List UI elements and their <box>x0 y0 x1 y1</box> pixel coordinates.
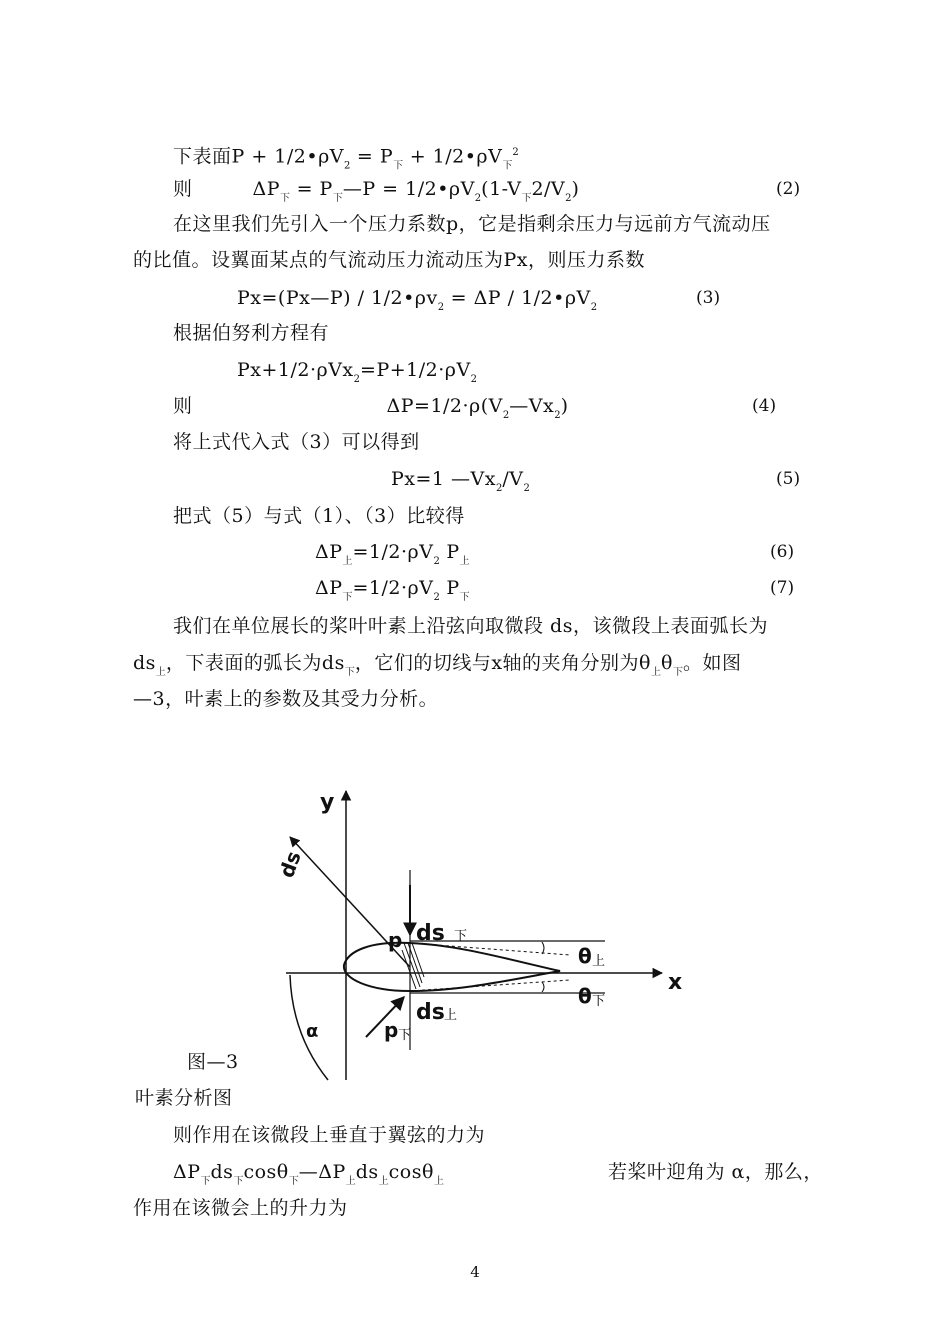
paragraph-line: 作用在该微会上的升力为 <box>133 1197 348 1219</box>
equation-line-1: 下表面$P + 1/2•\rho V_2 = P_下$ + $1/2•\rho V_下^2$ <box>173 145 520 172</box>
page-number: 4 <box>470 1263 480 1281</box>
equation-line-force: $\Delta P_下ds_下\cos\theta_下—\Delta P_上ds_上\cos\theta_上$ <box>173 1161 444 1187</box>
equation-number-6: (6) <box>770 542 795 562</box>
paragraph-line: 若桨叶迎角为 α，那么， <box>608 1161 823 1183</box>
equation-line-3: Px=(Px—P) / $1/2•\rho v_2 = \Delta P$ / $1/2•\rho V_2$ <box>237 287 598 313</box>
equation-number-4: (4) <box>752 396 777 416</box>
p-bot-label: p <box>384 1018 399 1042</box>
equation-line-5: Px=1 $—Vx_2/V_2$ <box>391 468 530 494</box>
equation-number-2: (2) <box>776 179 801 199</box>
lower-surface-tangent-dashed <box>410 980 570 991</box>
paragraph-line: 把式（5）与式（1）、（3）比较得 <box>173 505 465 527</box>
airfoil-outline <box>344 943 560 991</box>
theta-bot-label: θ <box>578 984 592 1008</box>
paragraph-line: 的比值。设翼面某点的气流动压力流动压为Px，则压力系数 <box>133 249 646 271</box>
theta-bot-arc <box>542 982 544 992</box>
equation-line-2: 则 $\Delta P_下$ = $P_下—P$ = $1/2•\rho V_2(1-V_下2/V_2)$ <box>173 178 580 204</box>
paragraph-line: 将上式代入式（3）可以得到 <box>173 431 420 453</box>
ds-top-sub: 下 <box>454 929 468 944</box>
blade-element-diagram <box>270 775 700 1095</box>
alpha-label: α <box>306 1021 319 1042</box>
equation-number-7: (7) <box>770 578 795 598</box>
ds-bot-sub: 上 <box>444 1008 458 1023</box>
equation-line-7: $\Delta P_下=1/2\cdot\rho V_2$ $P_下$ <box>315 577 470 603</box>
paragraph-line: 根据伯努利方程有 <box>173 322 330 344</box>
theta-top-label: θ <box>578 944 592 968</box>
equation-number-3: (3) <box>696 288 721 308</box>
figure-number: 图—3 <box>187 1051 239 1073</box>
paragraph-line: 则作用在该微段上垂直于翼弦的力为 <box>173 1124 486 1146</box>
theta-top-sub: 上 <box>592 954 606 969</box>
paragraph-line: 在这里我们先引入一个压力系数p，它是指剩余压力与远前方气流动压 <box>173 213 771 235</box>
figure-title: 叶素分析图 <box>135 1087 233 1109</box>
paragraph-line: —3，叶素上的参数及其受力分析。 <box>133 688 439 710</box>
equation-number-5: (5) <box>776 469 801 489</box>
ds-bot-label: ds <box>416 1000 445 1025</box>
paragraph-line: 我们在单位展长的桨叶叶素上沿弦向取微段 ds，该微段上表面弧长为 <box>173 615 768 637</box>
ds-normal-label: ds <box>274 847 306 881</box>
x-axis-label: x <box>668 970 683 995</box>
p-top-label: p <box>388 928 403 952</box>
ds-top-label: ds <box>416 921 445 946</box>
equation-bernoulli: $Px+1/2\cdot\rho Vx_2=P+1/2\cdot\rho V_2$ <box>237 359 478 385</box>
paragraph-line: $ds_上$，下表面的弧长为$ds_下$，它们的切线与x轴的夹角分别为$\theta_上\theta_下$。如图 <box>133 652 742 678</box>
p-bot-sub: 下 <box>398 1028 412 1043</box>
y-axis-label: y <box>320 790 335 815</box>
theta-bot-sub: 下 <box>592 994 606 1009</box>
blade-element-hatch <box>402 943 424 989</box>
equation-line-6: $\Delta P_上=1/2\cdot\rho V_2$ $P_上$ <box>315 541 470 567</box>
equation-line-4: 则 $\Delta P=1/2\cdot\rho(V_2—Vx_2)$ <box>173 395 569 421</box>
theta-top-arc <box>542 942 544 954</box>
